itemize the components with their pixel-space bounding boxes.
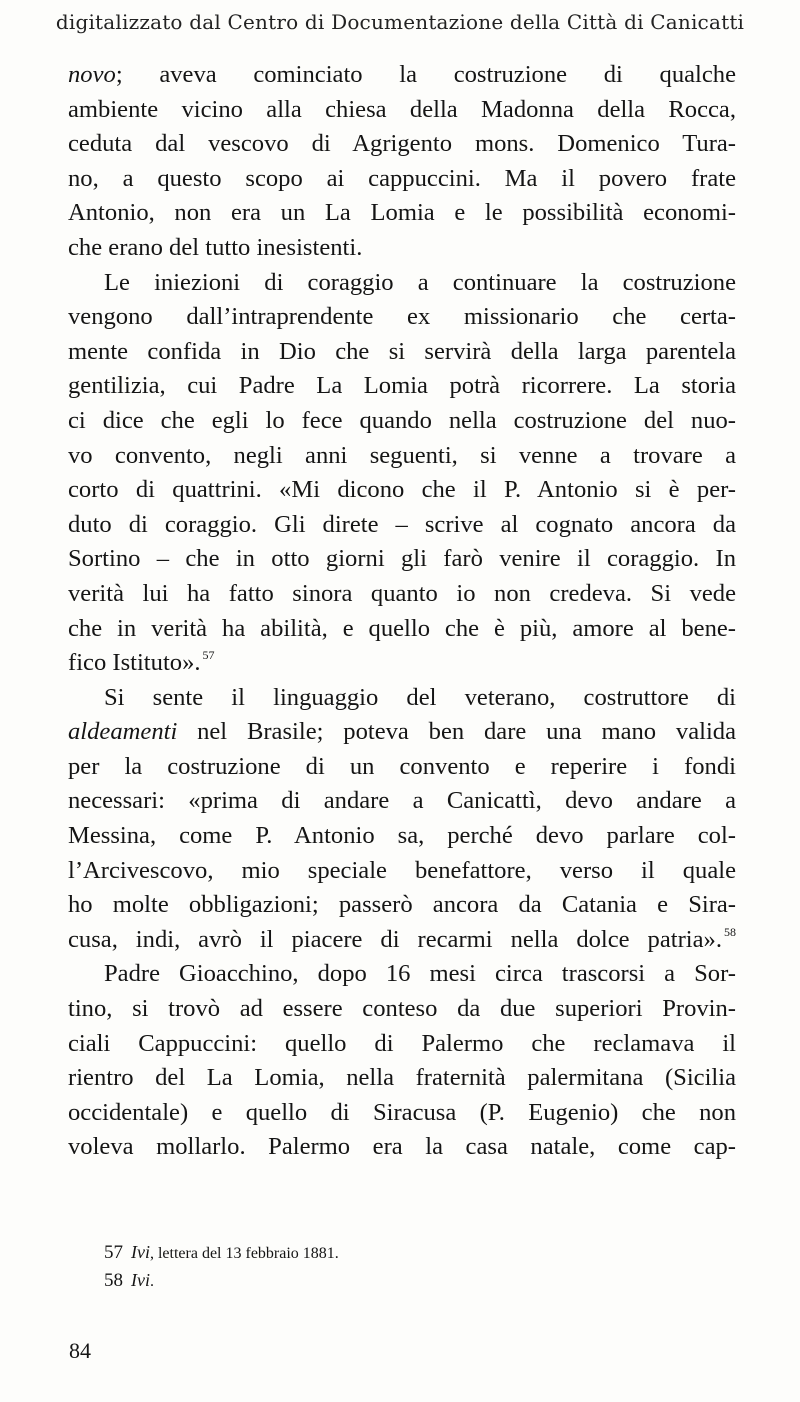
footnotes [104,1238,704,1294]
text-line: che erano del tutto inesistenti. [68,233,363,261]
text-line: per la costruzione di un convento e reperire i fondi [68,752,736,780]
footnote-57 [104,1238,704,1266]
footnote-number: 57 [104,1242,123,1263]
text-line: duto di coraggio. Gli direte – scrive al cognato ancora da [68,510,736,538]
page-number: 84 [69,1338,91,1363]
footnote-58 [104,1266,704,1294]
text-line: vo convento, negli anni seguenti, si venne a trovare a [68,441,736,469]
footnote-reference: 58 [724,924,736,939]
text-line: Messina, come P. Antonio sa, perché devo parlare col- [68,822,736,850]
text-line: fico Istituto». $^{57}$ [68,648,215,677]
text-line: occidentale) e quello di Siracusa (P. Eugenio) che non [68,1098,736,1126]
text-line: Si sente il linguaggio del veterano, costruttore di [104,683,736,711]
footnote-reference: 57 [202,648,215,663]
text-line: cusa, indi, avrò il piacere di recarmi nella dolce patria». $^{58}$ [68,924,736,953]
text-line: rientro del La Lomia, nella fraternità palermitana (Sicilia [68,1064,736,1092]
digitization-watermark: digitalizzato dal Centro di Documentazione della Città di Canicatti [55,10,745,34]
text-line: necessari: «prima di andare a Canicattì, devo andare a [68,787,736,815]
text-line: corto di quattrini. «Mi dicono che il P. Antonio si è per- [68,476,736,504]
text-line: mente confida in Dio che si servirà della larga parentela [68,337,736,365]
text-line: Sortino – che in otto giorni gli farò venire il coraggio. In [68,545,736,573]
text-line: Padre Gioacchino, dopo 16 mesi circa trascorsi a Sor- [104,960,736,988]
text-line: novo; aveva cominciato la costruzione di qualche [68,61,736,88]
body-text [68,58,736,1165]
text-line: ci dice che egli lo fece quando nella costruzione del nuo- [68,406,736,434]
text-line: ceduta dal vescovo di Agrigento mons. Domenico Tura- [68,130,736,158]
footnote-number: 58 [104,1270,123,1291]
text-line: aldeamenti nel Brasile; poteva ben dare una mano valida [68,718,736,746]
text-line: voleva mollarlo. Palermo era la casa natale, come cap- [68,1133,736,1161]
footnote-text: , lettera del 13 febbraio 1881. [149,1245,339,1262]
text-line: ciali Cappuccini: quello di Palermo che reclamava il [68,1029,736,1057]
text-line: ambiente vicino alla chiesa della Madonna della Rocca, [68,95,736,123]
text-line: Le iniezioni di coraggio a continuare la costruzione [104,268,736,296]
footnote-source: Ivi [131,1270,150,1290]
footnote-text: . [149,1273,154,1290]
text-line: vengono dall’intraprendente ex missionario che certa- [68,303,736,331]
text-line: gentilizia, cui Padre La Lomia potrà ricorrere. La storia [68,372,736,400]
text-line: ho molte obbligazioni; passerò ancora da Catania e Sira- [68,891,736,919]
text-line: che in verità ha abilità, e quello che è più, amore al bene- [68,614,736,642]
text-line: verità lui ha fatto sinora quanto io non credeva. Si vede [68,579,736,607]
text-line: no, a questo scopo ai cappuccini. Ma il povero frate [68,164,736,192]
text-line: tino, si trovò ad essere conteso da due superiori Provin- [68,995,736,1023]
text-line: l’Arcivescovo, mio speciale benefattore, verso il quale [68,856,736,884]
footnote-source: Ivi [131,1242,150,1262]
text-line: Antonio, non era un La Lomia e le possibilità economi- [68,199,736,227]
